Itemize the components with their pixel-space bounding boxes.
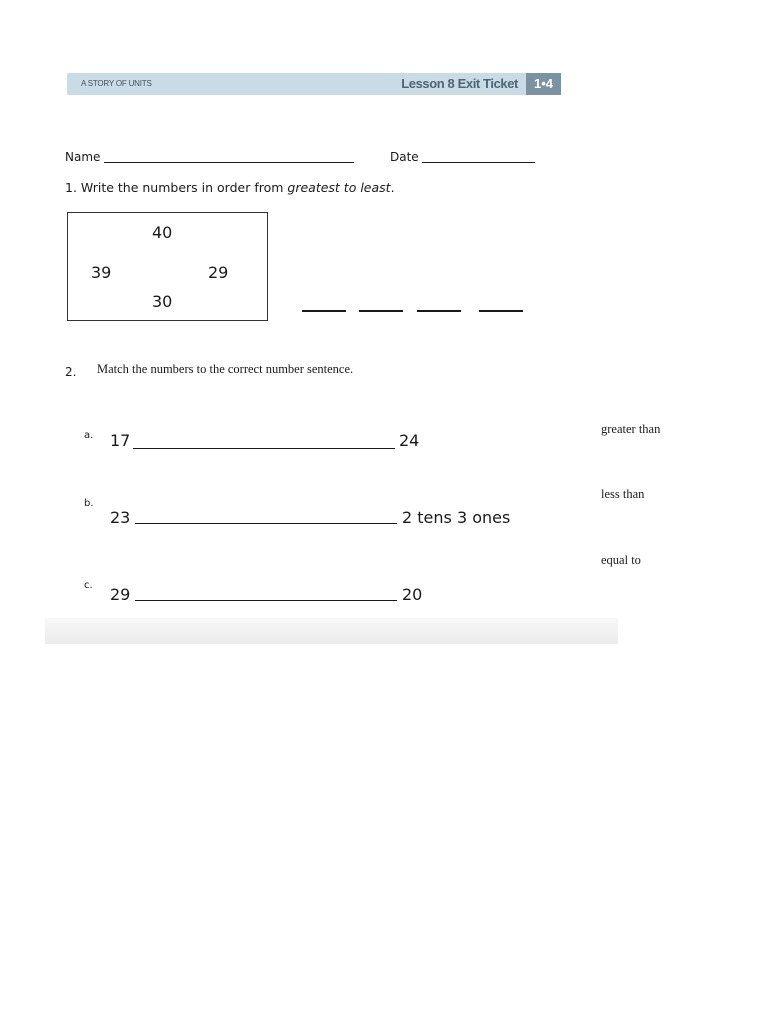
answer-blank-2[interactable] — [359, 310, 403, 312]
choice-greater-than: greater than — [601, 422, 661, 436]
part-b-letter: b. — [84, 498, 94, 509]
series-title: A STORY OF UNITS — [81, 79, 152, 88]
name-field[interactable] — [104, 162, 354, 163]
answer-blank-4[interactable] — [479, 310, 523, 312]
part-c-left: 29 — [110, 585, 131, 604]
module-badge: 1•4 — [526, 73, 561, 95]
part-b-line[interactable] — [135, 523, 397, 524]
number-item: 39 — [91, 263, 112, 282]
date-label: Date — [390, 150, 419, 164]
question-1-text-before: Write the numbers in order from — [80, 180, 288, 195]
lesson-title: Lesson 8 Exit Ticket — [401, 76, 518, 91]
part-a-left: 17 — [110, 431, 131, 450]
part-c-right: 20 — [402, 585, 423, 604]
part-c-line[interactable] — [135, 600, 397, 601]
part-b-left: 23 — [110, 508, 131, 527]
date-field[interactable] — [422, 162, 535, 163]
number-item: 30 — [152, 292, 173, 311]
question-2-text: Match the numbers to the correct number sentence. — [97, 362, 354, 376]
part-a-letter: a. — [84, 430, 94, 441]
number-item: 40 — [152, 223, 173, 242]
choice-equal-to: equal to — [601, 553, 641, 567]
number-item: 29 — [208, 263, 229, 282]
header-banner — [67, 73, 561, 95]
page-fade-strip — [45, 618, 618, 644]
answer-blank-3[interactable] — [417, 310, 461, 312]
number-box — [67, 212, 268, 321]
question-1-number: 1. — [65, 180, 77, 195]
question-1-prompt — [65, 180, 395, 195]
part-b-right: 2 tens 3 ones — [402, 508, 511, 527]
choice-less-than: less than — [601, 487, 645, 501]
question-1-text-after: . — [390, 180, 395, 195]
part-a-line[interactable] — [133, 448, 395, 449]
question-2-number: 2. — [65, 365, 77, 379]
part-a-right: 24 — [399, 431, 420, 450]
part-c-letter: c. — [84, 580, 93, 591]
question-1-emphasis: greatest to least — [287, 180, 391, 195]
answer-blank-1[interactable] — [302, 310, 346, 312]
name-label: Name — [65, 150, 101, 164]
